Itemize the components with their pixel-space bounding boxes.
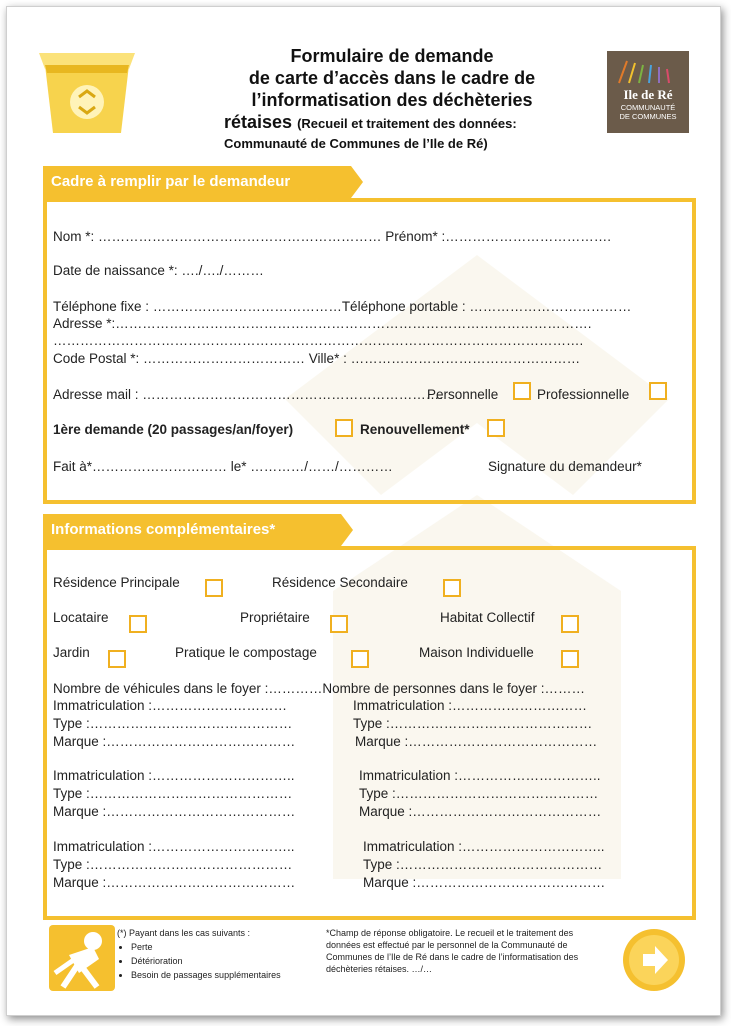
checkbox-renouvellement[interactable]: [487, 419, 505, 437]
logo-sub-2: DE COMMUNES: [619, 112, 677, 121]
payant-item: • Perte: [131, 941, 317, 953]
label-locataire: Locataire: [53, 610, 109, 625]
label-personnelle: Personnelle: [427, 387, 499, 402]
field-adresse-mail[interactable]: Adresse mail : ………………………………………………………….: [53, 387, 444, 402]
label-proprietaire: Propriétaire: [240, 610, 310, 625]
field-marque-4[interactable]: Marque :……………………………………: [359, 804, 602, 819]
payant-list: [117, 941, 317, 981]
field-marque-5[interactable]: Marque :……………………………………: [53, 875, 296, 890]
checkbox-professionnelle[interactable]: [649, 382, 667, 400]
label-maison-individuelle: Maison Individuelle: [419, 645, 534, 660]
form-title: [197, 45, 587, 153]
field-immatriculation-4[interactable]: Immatriculation :…………………………..: [359, 768, 601, 783]
field-nom-prenom[interactable]: Nom *: ……………………………………………………… Prénom* :……………………………….: [53, 229, 612, 244]
field-adresse[interactable]: Adresse *:…………………………………………………………………………………………….: [53, 316, 592, 331]
title-line-1: Formulaire de demande: [290, 46, 494, 66]
checkbox-proprietaire[interactable]: [330, 615, 348, 633]
label-signature: Signature du demandeur*: [488, 459, 642, 474]
people-icon: [49, 925, 115, 991]
logo-name: Ile de Ré: [623, 87, 673, 102]
checkbox-residence-principale[interactable]: [205, 579, 223, 597]
checkbox-premiere-demande[interactable]: [335, 419, 353, 437]
checkbox-habitat-collectif[interactable]: [561, 615, 579, 633]
logo-sub-1: COMMUNAUTÉ: [620, 103, 676, 112]
field-marque-6[interactable]: Marque :……………………………………: [363, 875, 606, 890]
field-code-postal-ville[interactable]: Code Postal *: ……………………………… Ville* : ……………………………………………: [53, 351, 581, 366]
field-vehicules-personnes[interactable]: Nombre de véhicules dans le foyer :…………Nombre de personnes dans le foyer :………: [53, 681, 585, 696]
footer-payant: [117, 927, 317, 983]
checkbox-personnelle[interactable]: [513, 382, 531, 400]
logo-stripes-icon: [613, 57, 683, 85]
label-professionnelle: Professionnelle: [537, 387, 630, 402]
checkbox-compostage[interactable]: [351, 650, 369, 668]
checkbox-maison-individuelle[interactable]: [561, 650, 579, 668]
footer-mention: *Champ de réponse obligatoire. Le recueil et le traitement des données est effectué par le personnel de la Communauté de Communes de l’Ile de Ré dans le cadre de l’informatisation des déchèteries rétaises. …/…: [326, 928, 579, 974]
field-immatriculation-5[interactable]: Immatriculation :…………………………..: [53, 839, 295, 854]
field-marque-1[interactable]: Marque :……………………………………: [53, 734, 296, 749]
payant-title: (*) Payant dans les cas suivants :: [117, 928, 251, 938]
payant-item: • Détérioration: [131, 955, 317, 967]
field-adresse-suite[interactable]: ……………………………………………………………………………………………………….: [53, 333, 584, 348]
field-type-1[interactable]: Type :………………………………………: [53, 716, 293, 731]
field-fait-a-le[interactable]: Fait à*………………………… le* …………/……/…………: [53, 459, 393, 474]
field-type-5[interactable]: Type :………………………………………: [53, 857, 293, 872]
field-immatriculation-2[interactable]: Immatriculation :…………………………: [353, 698, 588, 713]
title-subtitle: (Recueil et traitement des données:: [297, 116, 517, 131]
field-marque-2[interactable]: Marque :……………………………………: [355, 734, 598, 749]
field-type-4[interactable]: Type :………………………………………: [359, 786, 599, 801]
field-type-6[interactable]: Type :………………………………………: [363, 857, 603, 872]
recycle-bin-icon: [37, 47, 137, 137]
field-date-naissance[interactable]: Date de naissance *: …./…./………: [53, 263, 264, 278]
label-compostage: Pratique le compostage: [175, 645, 317, 660]
title-line-2: de carte d’accès dans le cadre de: [248, 68, 536, 88]
checkbox-residence-secondaire[interactable]: [443, 579, 461, 597]
title-line-4: rétaises: [224, 112, 293, 132]
title-line-5: Communauté de Communes de l’Ile de Ré): [224, 136, 488, 151]
ile-de-re-logo: [607, 51, 689, 133]
form-page: [6, 6, 721, 1016]
field-marque-3[interactable]: Marque :……………………………………: [53, 804, 296, 819]
label-habitat-collectif: Habitat Collectif: [440, 610, 535, 625]
label-residence-principale: Résidence Principale: [53, 575, 180, 590]
label-jardin: Jardin: [53, 645, 90, 660]
section-tab-demandeur: Cadre à remplir par le demandeur: [43, 166, 351, 198]
checkbox-locataire[interactable]: [129, 615, 147, 633]
field-type-3[interactable]: Type :………………………………………: [53, 786, 293, 801]
field-telephone[interactable]: Téléphone fixe : ……………………………………Téléphone portable : ………………………………: [53, 299, 632, 314]
field-immatriculation-1[interactable]: Immatriculation :…………………………: [53, 698, 288, 713]
label-premiere-demande: 1ère demande (20 passages/an/foyer): [53, 422, 294, 437]
next-arrow-icon[interactable]: [623, 929, 685, 991]
label-renouvellement: Renouvellement*: [360, 422, 470, 437]
field-immatriculation-3[interactable]: Immatriculation :…………………………..: [53, 768, 295, 783]
payant-item: • Besoin de passages supplémentaires: [131, 969, 317, 981]
section-tab-informations: Informations complémentaires*: [43, 514, 341, 546]
field-immatriculation-6[interactable]: Immatriculation :…………………………..: [363, 839, 605, 854]
checkbox-jardin[interactable]: [108, 650, 126, 668]
label-residence-secondaire: Résidence Secondaire: [272, 575, 408, 590]
field-type-2[interactable]: Type :………………………………………: [353, 716, 593, 731]
title-line-3: l’informatisation des déchèteries: [251, 90, 533, 110]
